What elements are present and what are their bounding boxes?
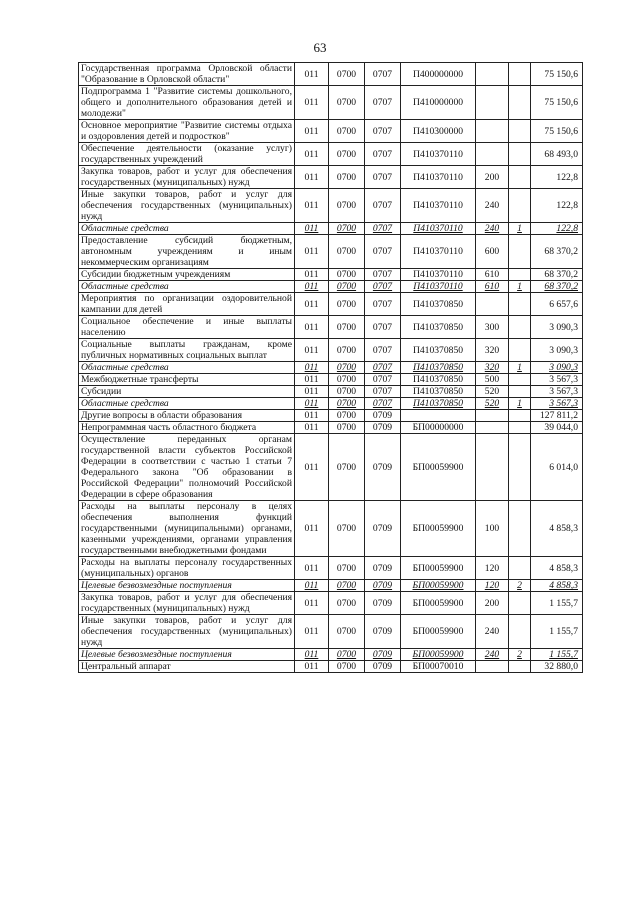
table-row <box>79 166 583 189</box>
ministry-code: 011 <box>295 422 329 434</box>
target-article-code: П410370850 <box>401 386 476 398</box>
subsection-code: 0707 <box>365 293 401 316</box>
subsection-code: 0707 <box>365 339 401 362</box>
section-code: 0700 <box>329 661 365 673</box>
subsection-code: 0709 <box>365 422 401 434</box>
row-name: Иные закупки товаров, работ и услуг для обеспечения государственных (муниципальных) нужд <box>79 615 295 649</box>
target-article-code: П410370110 <box>401 143 476 166</box>
section-code: 0700 <box>329 398 365 410</box>
ministry-code: 011 <box>295 580 329 592</box>
section-code: 0700 <box>329 143 365 166</box>
ministry-code: 011 <box>295 615 329 649</box>
table-row <box>79 269 583 281</box>
target-article-code: БП00000000 <box>401 422 476 434</box>
ministry-code: 011 <box>295 235 329 269</box>
budget-table-body <box>79 63 583 673</box>
target-article-code <box>401 410 476 422</box>
ministry-code: 011 <box>295 86 329 120</box>
table-row <box>79 410 583 422</box>
subsection-code: 0707 <box>365 235 401 269</box>
expense-type-code: 200 <box>476 592 509 615</box>
amount: 4 858,3 <box>531 501 583 557</box>
ministry-code: 011 <box>295 557 329 580</box>
row-name: Целевые безвозмездные поступления <box>79 580 295 592</box>
amount: 3 567,3 <box>531 398 583 410</box>
expense-type-code: 240 <box>476 649 509 661</box>
subsection-code: 0709 <box>365 580 401 592</box>
subsection-code: 0707 <box>365 316 401 339</box>
row-name: Предоставление субсидий бюджетным, автономным учреждениям и иным некоммерческим организациям <box>79 235 295 269</box>
section-code: 0700 <box>329 281 365 293</box>
funding-source-code <box>509 293 531 316</box>
funding-source-code <box>509 316 531 339</box>
ministry-code: 011 <box>295 661 329 673</box>
row-name: Непрограммная часть областного бюджета <box>79 422 295 434</box>
ministry-code: 011 <box>295 339 329 362</box>
amount: 1 155,7 <box>531 615 583 649</box>
funding-source-code <box>509 86 531 120</box>
table-row <box>79 374 583 386</box>
section-code: 0700 <box>329 386 365 398</box>
expense-type-code: 500 <box>476 374 509 386</box>
target-article-code: БП00059900 <box>401 434 476 501</box>
ministry-code: 011 <box>295 63 329 86</box>
subsection-code: 0707 <box>365 63 401 86</box>
expense-type-code <box>476 293 509 316</box>
ministry-code: 011 <box>295 649 329 661</box>
amount: 68 493,0 <box>531 143 583 166</box>
expense-type-code: 520 <box>476 386 509 398</box>
target-article-code: П400000000 <box>401 63 476 86</box>
section-code: 0700 <box>329 649 365 661</box>
ministry-code: 011 <box>295 189 329 223</box>
funding-source-code <box>509 63 531 86</box>
page-number: 63 <box>313 40 327 55</box>
expense-type-code: 520 <box>476 398 509 410</box>
amount: 39 044,0 <box>531 422 583 434</box>
ministry-code: 011 <box>295 410 329 422</box>
funding-source-code <box>509 189 531 223</box>
row-name: Основное мероприятие "Развитие системы отдыха и оздоровления детей и подростков" <box>79 120 295 143</box>
target-article-code: БП00059900 <box>401 649 476 661</box>
funding-source-code <box>509 166 531 189</box>
row-name: Другие вопросы в области образования <box>79 410 295 422</box>
target-article-code: П410370850 <box>401 293 476 316</box>
section-code: 0700 <box>329 223 365 235</box>
subsection-code: 0707 <box>365 189 401 223</box>
subsection-code: 0709 <box>365 592 401 615</box>
table-row <box>79 362 583 374</box>
amount: 3 090,3 <box>531 362 583 374</box>
table-row <box>79 501 583 557</box>
row-name: Закупка товаров, работ и услуг для обеспечения государственных (муниципальных) нужд <box>79 592 295 615</box>
subsection-code: 0709 <box>365 434 401 501</box>
row-name: Областные средства <box>79 281 295 293</box>
funding-source-code <box>509 143 531 166</box>
target-article-code: П410370110 <box>401 189 476 223</box>
target-article-code: П410370850 <box>401 374 476 386</box>
funding-source-code <box>509 661 531 673</box>
section-code: 0700 <box>329 120 365 143</box>
ministry-code: 011 <box>295 143 329 166</box>
funding-source-code <box>509 269 531 281</box>
subsection-code: 0707 <box>365 281 401 293</box>
expense-type-code: 610 <box>476 281 509 293</box>
subsection-code: 0707 <box>365 374 401 386</box>
expense-type-code: 600 <box>476 235 509 269</box>
row-name: Межбюджетные трансферты <box>79 374 295 386</box>
amount: 3 567,3 <box>531 374 583 386</box>
target-article-code: П410370110 <box>401 281 476 293</box>
funding-source-code <box>509 235 531 269</box>
expense-type-code: 240 <box>476 223 509 235</box>
row-name: Целевые безвозмездные поступления <box>79 649 295 661</box>
subsection-code: 0709 <box>365 410 401 422</box>
expense-type-code <box>476 410 509 422</box>
funding-source-code: 1 <box>509 223 531 235</box>
table-row <box>79 143 583 166</box>
target-article-code: БП00059900 <box>401 592 476 615</box>
expense-type-code: 320 <box>476 362 509 374</box>
amount: 122,8 <box>531 223 583 235</box>
section-code: 0700 <box>329 189 365 223</box>
table-row <box>79 339 583 362</box>
section-code: 0700 <box>329 86 365 120</box>
section-code: 0700 <box>329 501 365 557</box>
ministry-code: 011 <box>295 166 329 189</box>
target-article-code: БП00070010 <box>401 661 476 673</box>
subsection-code: 0707 <box>365 362 401 374</box>
amount: 75 150,6 <box>531 86 583 120</box>
row-name: Расходы на выплаты персоналу в целях обеспечения выполнения функций государственными (муниципальными) органами, казенными учреждениями, органами управления государственными внебюджетными фондами <box>79 501 295 557</box>
amount: 1 155,7 <box>531 592 583 615</box>
target-article-code: П410370110 <box>401 235 476 269</box>
subsection-code: 0709 <box>365 557 401 580</box>
table-row <box>79 235 583 269</box>
target-article-code: П410370850 <box>401 398 476 410</box>
target-article-code: БП00059900 <box>401 557 476 580</box>
target-article-code: БП00059900 <box>401 580 476 592</box>
funding-source-code <box>509 501 531 557</box>
section-code: 0700 <box>329 362 365 374</box>
expense-type-code: 120 <box>476 557 509 580</box>
target-article-code: П410370110 <box>401 223 476 235</box>
target-article-code: П410300000 <box>401 120 476 143</box>
expense-type-code <box>476 120 509 143</box>
row-name: Мероприятия по организации оздоровительной кампании для детей <box>79 293 295 316</box>
amount: 127 811,2 <box>531 410 583 422</box>
amount: 3 090,3 <box>531 316 583 339</box>
target-article-code: П410370850 <box>401 339 476 362</box>
amount: 68 370,2 <box>531 281 583 293</box>
expense-type-code <box>476 661 509 673</box>
target-article-code: П410370850 <box>401 362 476 374</box>
row-name: Подпрограмма 1 "Развитие системы дошкольного, общего и дополнительного образования детей и молодежи" <box>79 86 295 120</box>
row-name: Расходы на выплаты персоналу государственных (муниципальных) органов <box>79 557 295 580</box>
expense-type-code: 300 <box>476 316 509 339</box>
funding-source-code <box>509 339 531 362</box>
funding-source-code <box>509 434 531 501</box>
section-code: 0700 <box>329 374 365 386</box>
amount: 1 155,7 <box>531 649 583 661</box>
amount: 4 858,3 <box>531 557 583 580</box>
ministry-code: 011 <box>295 386 329 398</box>
expense-type-code: 240 <box>476 615 509 649</box>
row-name: Субсидии бюджетным учреждениям <box>79 269 295 281</box>
amount: 75 150,6 <box>531 63 583 86</box>
row-name: Областные средства <box>79 398 295 410</box>
row-name: Областные средства <box>79 223 295 235</box>
ministry-code: 011 <box>295 269 329 281</box>
target-article-code: БП00059900 <box>401 501 476 557</box>
expense-type-code <box>476 86 509 120</box>
budget-table <box>78 62 583 673</box>
expense-type-code: 240 <box>476 189 509 223</box>
ministry-code: 011 <box>295 362 329 374</box>
subsection-code: 0707 <box>365 386 401 398</box>
amount: 68 370,2 <box>531 269 583 281</box>
table-row <box>79 63 583 86</box>
ministry-code: 011 <box>295 293 329 316</box>
amount: 6 657,6 <box>531 293 583 316</box>
table-row <box>79 580 583 592</box>
amount: 32 880,0 <box>531 661 583 673</box>
amount: 122,8 <box>531 189 583 223</box>
target-article-code: П410370110 <box>401 166 476 189</box>
section-code: 0700 <box>329 293 365 316</box>
row-name: Социальные выплаты гражданам, кроме публичных нормативных социальных выплат <box>79 339 295 362</box>
section-code: 0700 <box>329 434 365 501</box>
funding-source-code <box>509 120 531 143</box>
section-code: 0700 <box>329 410 365 422</box>
amount: 4 858,3 <box>531 580 583 592</box>
funding-source-code: 2 <box>509 649 531 661</box>
expense-type-code: 200 <box>476 166 509 189</box>
expense-type-code: 120 <box>476 580 509 592</box>
ministry-code: 011 <box>295 374 329 386</box>
section-code: 0700 <box>329 592 365 615</box>
section-code: 0700 <box>329 557 365 580</box>
ministry-code: 011 <box>295 398 329 410</box>
funding-source-code <box>509 410 531 422</box>
table-row <box>79 557 583 580</box>
subsection-code: 0709 <box>365 501 401 557</box>
expense-type-code: 610 <box>476 269 509 281</box>
table-row <box>79 661 583 673</box>
expense-type-code: 100 <box>476 501 509 557</box>
table-row <box>79 434 583 501</box>
section-code: 0700 <box>329 63 365 86</box>
ministry-code: 011 <box>295 223 329 235</box>
table-row <box>79 189 583 223</box>
section-code: 0700 <box>329 235 365 269</box>
row-name: Центральный аппарат <box>79 661 295 673</box>
expense-type-code <box>476 422 509 434</box>
section-code: 0700 <box>329 166 365 189</box>
section-code: 0700 <box>329 615 365 649</box>
table-row <box>79 615 583 649</box>
section-code: 0700 <box>329 316 365 339</box>
row-name: Осуществление переданных органам государственной власти субъектов Российской Федерации в соответствии с частью 1 статьи 7 Федерального закона "Об образовании в Российской Федерации" полномочий Российской Федерации в сфере образования <box>79 434 295 501</box>
ministry-code: 011 <box>295 120 329 143</box>
funding-source-code: 1 <box>509 281 531 293</box>
funding-source-code: 2 <box>509 580 531 592</box>
amount: 6 014,0 <box>531 434 583 501</box>
ministry-code: 011 <box>295 592 329 615</box>
subsection-code: 0707 <box>365 86 401 120</box>
table-row <box>79 293 583 316</box>
row-name: Субсидии <box>79 386 295 398</box>
section-code: 0700 <box>329 269 365 281</box>
row-name: Социальное обеспечение и иные выплаты населению <box>79 316 295 339</box>
subsection-code: 0707 <box>365 398 401 410</box>
amount: 3 567,3 <box>531 386 583 398</box>
table-row <box>79 316 583 339</box>
table-row <box>79 120 583 143</box>
subsection-code: 0707 <box>365 223 401 235</box>
amount: 68 370,2 <box>531 235 583 269</box>
row-name: Областные средства <box>79 362 295 374</box>
table-row <box>79 649 583 661</box>
subsection-code: 0709 <box>365 649 401 661</box>
ministry-code: 011 <box>295 434 329 501</box>
table-row <box>79 223 583 235</box>
table-row <box>79 398 583 410</box>
funding-source-code <box>509 615 531 649</box>
amount: 122,8 <box>531 166 583 189</box>
target-article-code: П410000000 <box>401 86 476 120</box>
subsection-code: 0707 <box>365 166 401 189</box>
row-name: Обеспечение деятельности (оказание услуг) государственных учреждений <box>79 143 295 166</box>
row-name: Закупка товаров, работ и услуг для обеспечения государственных (муниципальных) нужд <box>79 166 295 189</box>
subsection-code: 0709 <box>365 615 401 649</box>
section-code: 0700 <box>329 422 365 434</box>
target-article-code: БП00059900 <box>401 615 476 649</box>
funding-source-code: 1 <box>509 398 531 410</box>
subsection-code: 0707 <box>365 120 401 143</box>
amount: 3 090,3 <box>531 339 583 362</box>
ministry-code: 011 <box>295 281 329 293</box>
expense-type-code <box>476 143 509 166</box>
amount: 75 150,6 <box>531 120 583 143</box>
table-row <box>79 422 583 434</box>
subsection-code: 0707 <box>365 269 401 281</box>
table-row <box>79 592 583 615</box>
funding-source-code: 1 <box>509 362 531 374</box>
row-name: Иные закупки товаров, работ и услуг для обеспечения государственных (муниципальных) нужд <box>79 189 295 223</box>
funding-source-code <box>509 386 531 398</box>
expense-type-code: 320 <box>476 339 509 362</box>
expense-type-code <box>476 434 509 501</box>
expense-type-code <box>476 63 509 86</box>
subsection-code: 0707 <box>365 143 401 166</box>
subsection-code: 0709 <box>365 661 401 673</box>
target-article-code: П410370110 <box>401 269 476 281</box>
ministry-code: 011 <box>295 501 329 557</box>
table-row <box>79 86 583 120</box>
section-code: 0700 <box>329 580 365 592</box>
target-article-code: П410370850 <box>401 316 476 339</box>
ministry-code: 011 <box>295 316 329 339</box>
funding-source-code <box>509 374 531 386</box>
row-name: Государственная программа Орловской области "Образование в Орловской области" <box>79 63 295 86</box>
funding-source-code <box>509 592 531 615</box>
funding-source-code <box>509 422 531 434</box>
section-code: 0700 <box>329 339 365 362</box>
funding-source-code <box>509 557 531 580</box>
table-row <box>79 386 583 398</box>
table-row <box>79 281 583 293</box>
